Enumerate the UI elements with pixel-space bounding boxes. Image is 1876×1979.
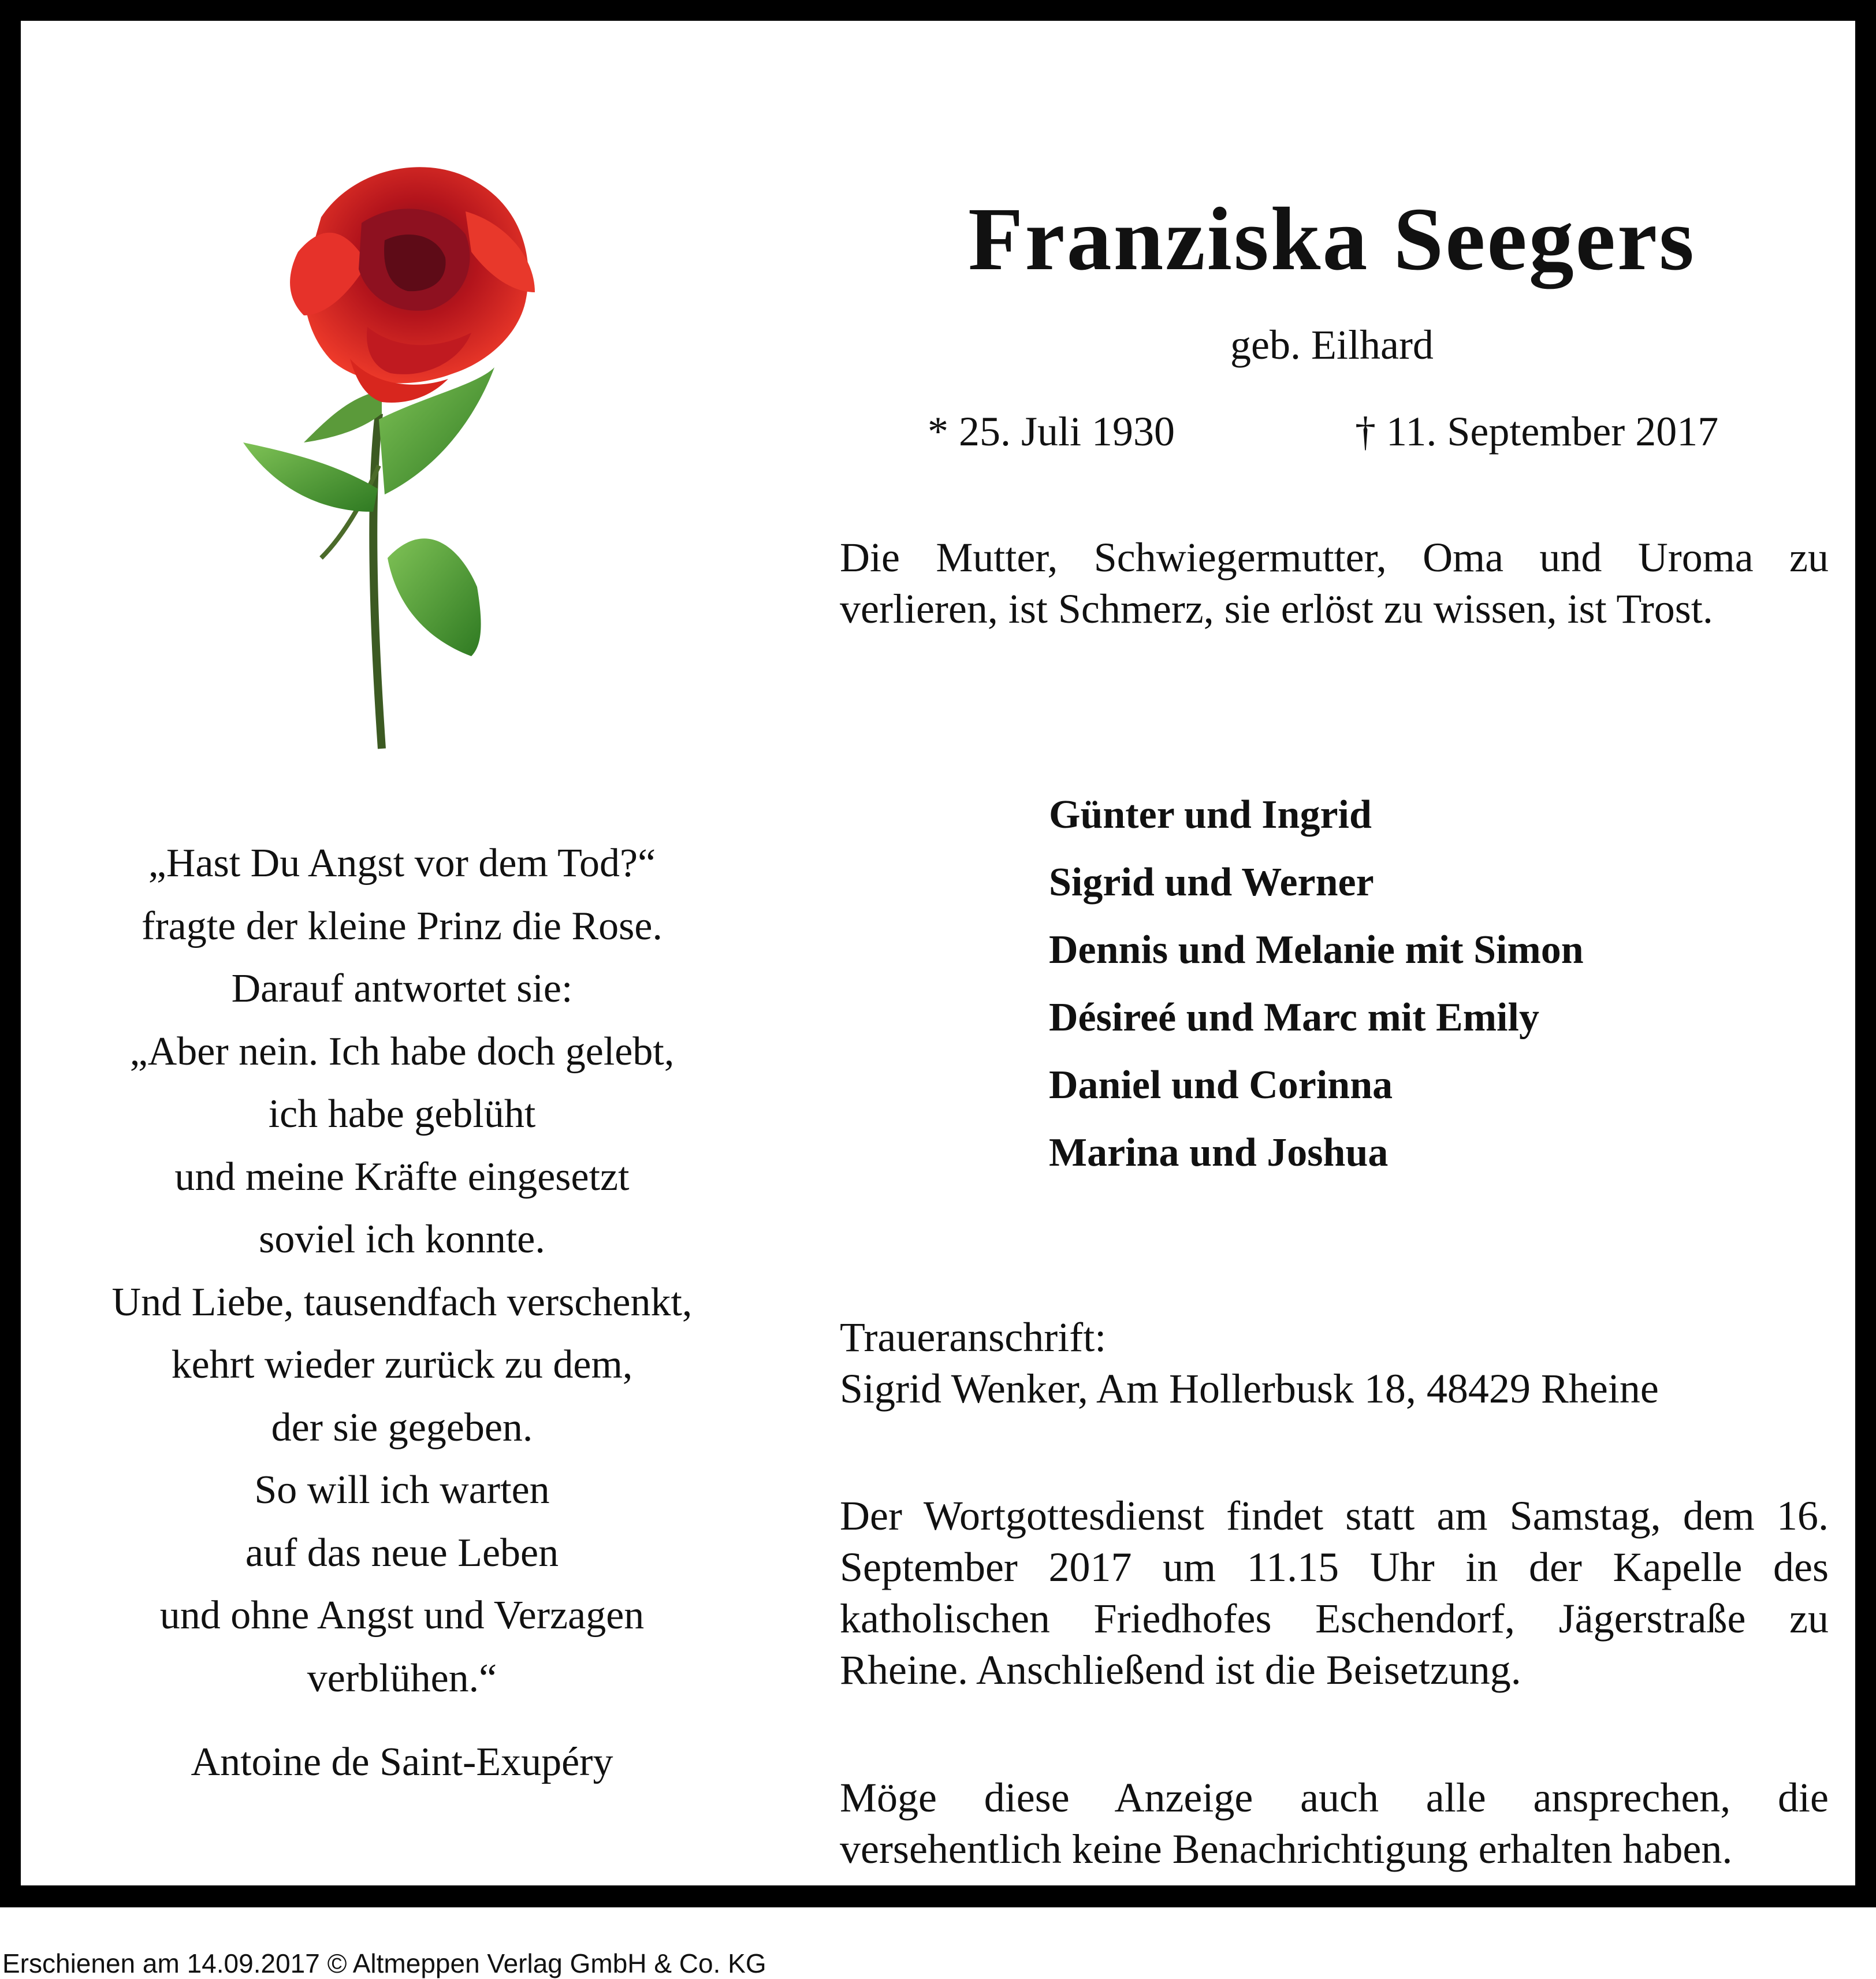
poem-line: auf das neue Leben [245,1530,559,1575]
service-text: Der Wortgottesdienst findet statt am Samstag, dem 16. September 2017 um 11.15 Uhr in der Kapelle des katholischen Friedhofes Eschendorf, Jägerstraße zu Rheine. Anschließend ist die Beisetzung. [840,1493,1829,1693]
poem-line: So will ich warten [254,1468,550,1512]
family-list [1049,781,1584,1186]
poem-line: Darauf antwortet sie: [231,966,573,1011]
maiden-name: geb. Eilhard [1230,322,1434,368]
motto-text: Die Mutter, Schwiegermutter, Oma und Uroma zu verlieren, ist Schmerz, sie erlöst zu wissen, ist Trost. [840,534,1829,632]
family-member: Daniel und Corinna [1049,1063,1393,1107]
poem-author: Antoine de Saint-Exupéry [191,1740,613,1784]
poem-line: verblühen.“ [307,1656,497,1701]
poem-line: fragte der kleine Prinz die Rose. [142,903,662,948]
publication-footer: Erschienen am 14.09.2017 © Altmeppen Verlag GmbH & Co. KG [2,1948,766,1978]
family-member: Désireé und Marc mit Emily [1049,995,1539,1040]
rose-image [234,142,581,754]
poem-line: ich habe geblüht [268,1092,536,1136]
death-date: † 11. September 2017 [1355,408,1719,455]
poem-line: der sie gegeben. [271,1405,533,1450]
poem-line: „Aber nein. Ich habe doch gelebt, [129,1029,675,1074]
notice-text: Möge diese Anzeige auch alle ansprechen, die versehentlich keine Benachrichtigung erhalten haben. [840,1775,1829,1872]
poem-line: Und Liebe, tausendfach verschenkt, [111,1279,693,1325]
family-member: Günter und Ingrid [1049,793,1372,837]
poem-line: „Hast Du Angst vor dem Tod?“ [148,841,656,886]
family-member: Dennis und Melanie mit Simon [1049,928,1584,972]
poem-line: und meine Kräfte eingesetzt [174,1154,630,1199]
address-value: Sigrid Wenker, Am Hollerbusk 18, 48429 Rheine [840,1366,1659,1412]
family-member: Sigrid und Werner [1049,860,1374,905]
poem-line: und ohne Angst und Verzagen [159,1593,645,1638]
address-label: Traueranschrift: [840,1314,1107,1360]
birth-date: * 25. Juli 1930 [928,408,1175,455]
poem-line: kehrt wieder zurück zu dem, [171,1342,633,1387]
poem [55,832,749,1710]
address-block [840,1312,1829,1415]
deceased-name: Franziska Seegers [968,189,1696,289]
poem-line: soviel ich konnte. [259,1217,545,1262]
family-member: Marina und Joshua [1049,1130,1389,1175]
